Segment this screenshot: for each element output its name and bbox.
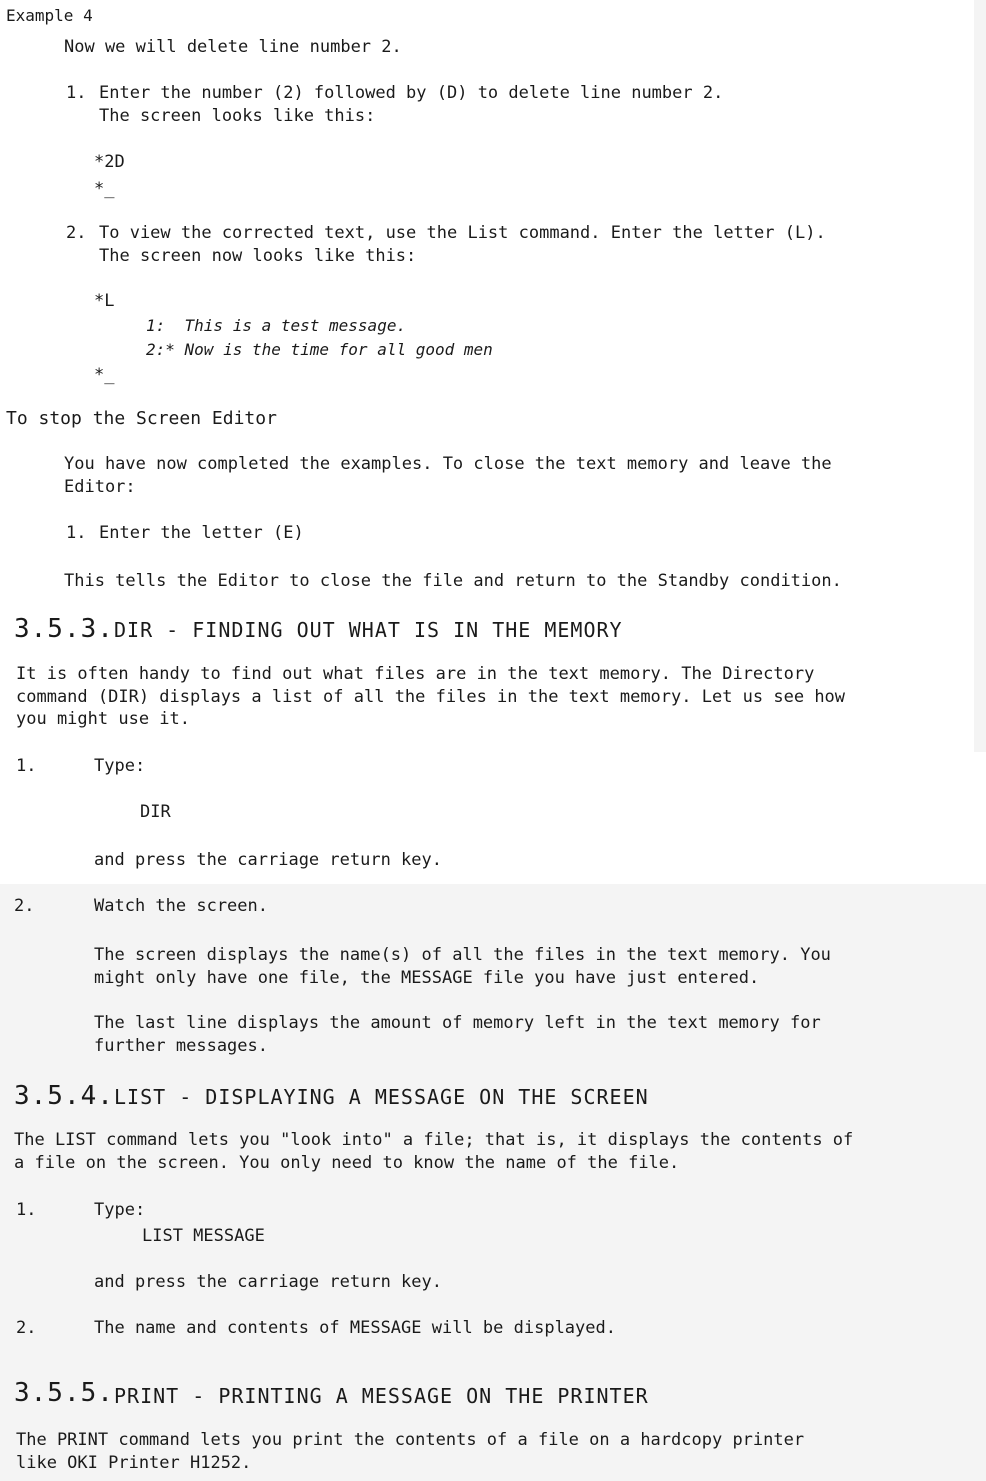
paragraph: The LIST command lets you "look into" a file; that is, it displays the contents of	[14, 1130, 854, 1150]
command-text: DIR	[140, 802, 171, 822]
step-text: and press the carriage return key.	[94, 1272, 442, 1292]
paragraph: It is often handy to find out what files are in the text memory. The Directory	[16, 664, 815, 684]
screen-output-line: 1: This is a test message.	[146, 316, 407, 335]
step-text: Enter the letter (E)	[99, 523, 304, 543]
paragraph: command (DIR) displays a list of all the files in the text memory. Let us see how	[16, 687, 846, 707]
step-text: and press the carriage return key.	[94, 850, 442, 870]
step-number: 1.	[66, 523, 87, 543]
section-number: 3.5.5.	[14, 1378, 114, 1408]
step-number: 1.	[66, 83, 87, 103]
step-number: 1.	[16, 756, 37, 776]
screen-output: *2D	[94, 152, 125, 172]
step-label: Watch the screen.	[94, 896, 268, 916]
section-title: DIR - FINDING OUT WHAT IS IN THE MEMORY	[114, 618, 623, 642]
step-label: Type:	[94, 756, 146, 776]
section-number: 3.5.3.	[14, 614, 114, 644]
screen-prompt: *_	[94, 365, 115, 385]
section-title: LIST - DISPLAYING A MESSAGE ON THE SCREEN	[114, 1085, 649, 1109]
paragraph: a file on the screen. You only need to know the name of the file.	[14, 1153, 680, 1173]
step-text: The screen looks like this:	[99, 106, 376, 126]
step-number: 1.	[16, 1200, 37, 1220]
example-label: Example 4	[6, 6, 93, 25]
section-title: PRINT - PRINTING A MESSAGE ON THE PRINTER	[114, 1384, 649, 1408]
paragraph: The screen displays the name(s) of all the files in the text memory. You	[94, 945, 831, 965]
step-text: To view the corrected text, use the List command. Enter the letter (L).	[99, 223, 826, 243]
scan-shading-right	[974, 0, 986, 752]
paragraph: You have now completed the examples. To close the text memory and leave the	[64, 454, 832, 474]
command-text: LIST MESSAGE	[142, 1226, 265, 1246]
example-intro: Now we will delete line number 2.	[64, 37, 402, 57]
paragraph: you might use it.	[16, 709, 190, 729]
section-number: 3.5.4.	[14, 1081, 114, 1111]
paragraph: The last line displays the amount of memory left in the text memory for	[94, 1013, 821, 1033]
paragraph: like OKI Printer H1252.	[16, 1453, 252, 1473]
screen-output: *L	[94, 291, 115, 311]
step-text: The name and contents of MESSAGE will be displayed.	[94, 1318, 616, 1338]
paragraph: further messages.	[94, 1036, 268, 1056]
paragraph: might only have one file, the MESSAGE file you have just entered.	[94, 968, 760, 988]
screen-output-line: 2:* Now is the time for all good men	[146, 340, 493, 359]
step-number: 2.	[16, 1318, 37, 1338]
paragraph: This tells the Editor to close the file and return to the Standby condition.	[64, 571, 842, 591]
section-heading: To stop the Screen Editor	[6, 408, 277, 429]
paragraph: Editor:	[64, 477, 136, 497]
screen-prompt: *_	[94, 179, 115, 199]
step-number: 2.	[66, 223, 87, 243]
step-text: The screen now looks like this:	[99, 246, 417, 266]
step-label: Type:	[94, 1200, 146, 1220]
step-number: 2.	[14, 896, 35, 916]
paragraph: The PRINT command lets you print the contents of a file on a hardcopy printer	[16, 1430, 805, 1450]
step-text: Enter the number (2) followed by (D) to delete line number 2.	[99, 83, 724, 103]
